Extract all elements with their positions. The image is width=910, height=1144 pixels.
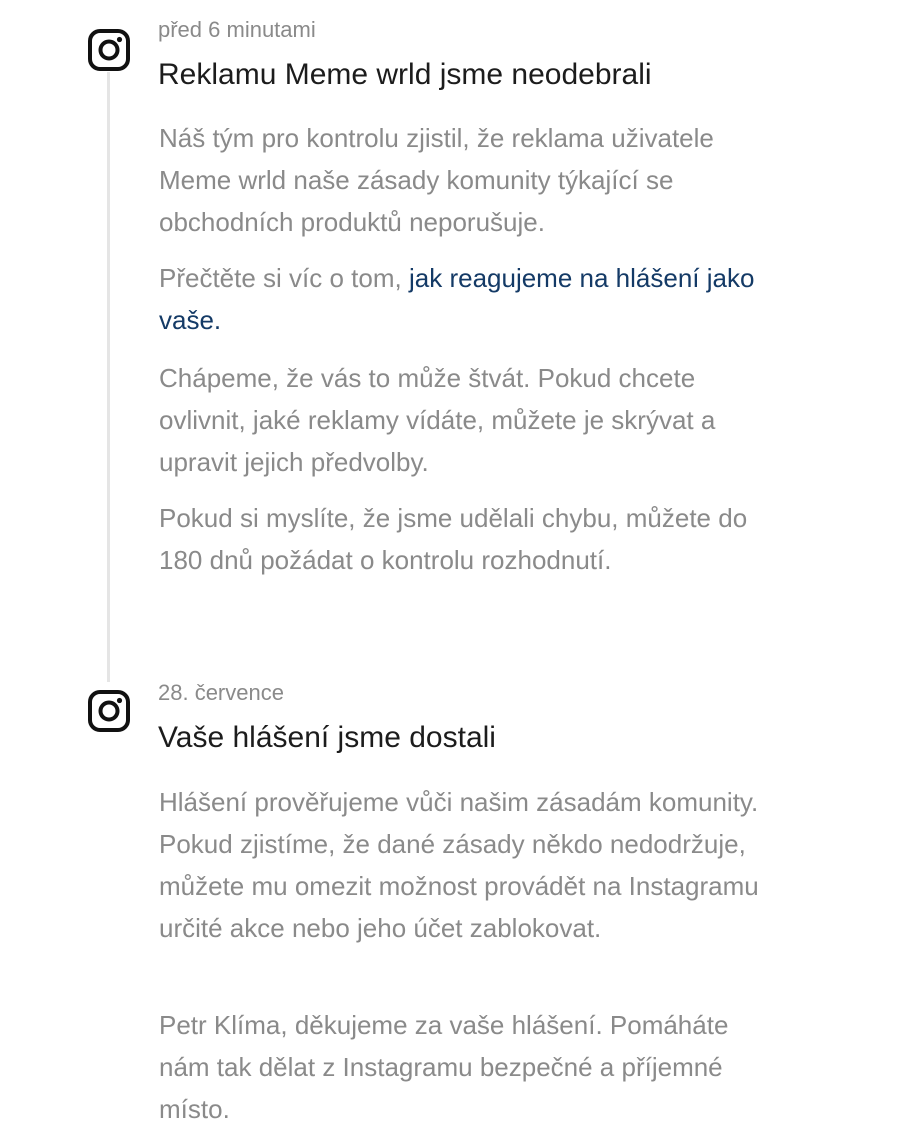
notification-title: Vaše hlášení jsme dostali [158, 721, 496, 754]
notification-paragraph [159, 117, 759, 243]
paragraph-text: Náš tým pro kontrolu zjistil, že reklama uživatele Meme wrld naše zásady komunity týkající se obchodních produktů neporušuje. [159, 123, 714, 237]
notification-paragraph [159, 497, 759, 581]
paragraph-prefix: Přečtěte si víc o tom, [159, 263, 409, 293]
paragraph-text: Petr Klíma, děkujeme za vaše hlášení. Pomáháte nám tak dělat z Instagramu bezpečné a příjemné místo. [159, 1010, 729, 1124]
notification-timestamp: 28. července [158, 680, 284, 705]
notification-paragraph [159, 357, 759, 483]
notification-paragraph [159, 781, 759, 949]
notification-timestamp: před 6 minutami [158, 17, 316, 42]
instagram-icon [87, 689, 131, 733]
reporting-info-link[interactable]: jak reagujeme na hlášení jako vaše. [159, 263, 755, 335]
notification-paragraph [159, 1004, 759, 1130]
paragraph-text: Chápeme, že vás to může štvát. Pokud chcete ovlivnit, jaké reklamy vídáte, můžete je skrývat a upravit jejich předvolby. [159, 363, 716, 477]
paragraph-text [159, 257, 759, 341]
paragraph-text: Hlášení prověřujeme vůči našim zásadám komunity. Pokud zjistíme, že dané zásady někdo nedodržuje, můžete mu omezit možnost provádět na Instagramu určité akce nebo jeho účet zablokovat. [159, 787, 759, 943]
paragraph-text: Pokud si myslíte, že jsme udělali chybu, můžete do 180 dnů požádat o kontrolu rozhodnutí. [159, 503, 748, 575]
notification-paragraph-with-link [159, 257, 759, 341]
notification-title: Reklamu Meme wrld jsme neodebrali [158, 58, 652, 91]
instagram-icon [87, 28, 131, 72]
timeline-line [107, 72, 110, 682]
